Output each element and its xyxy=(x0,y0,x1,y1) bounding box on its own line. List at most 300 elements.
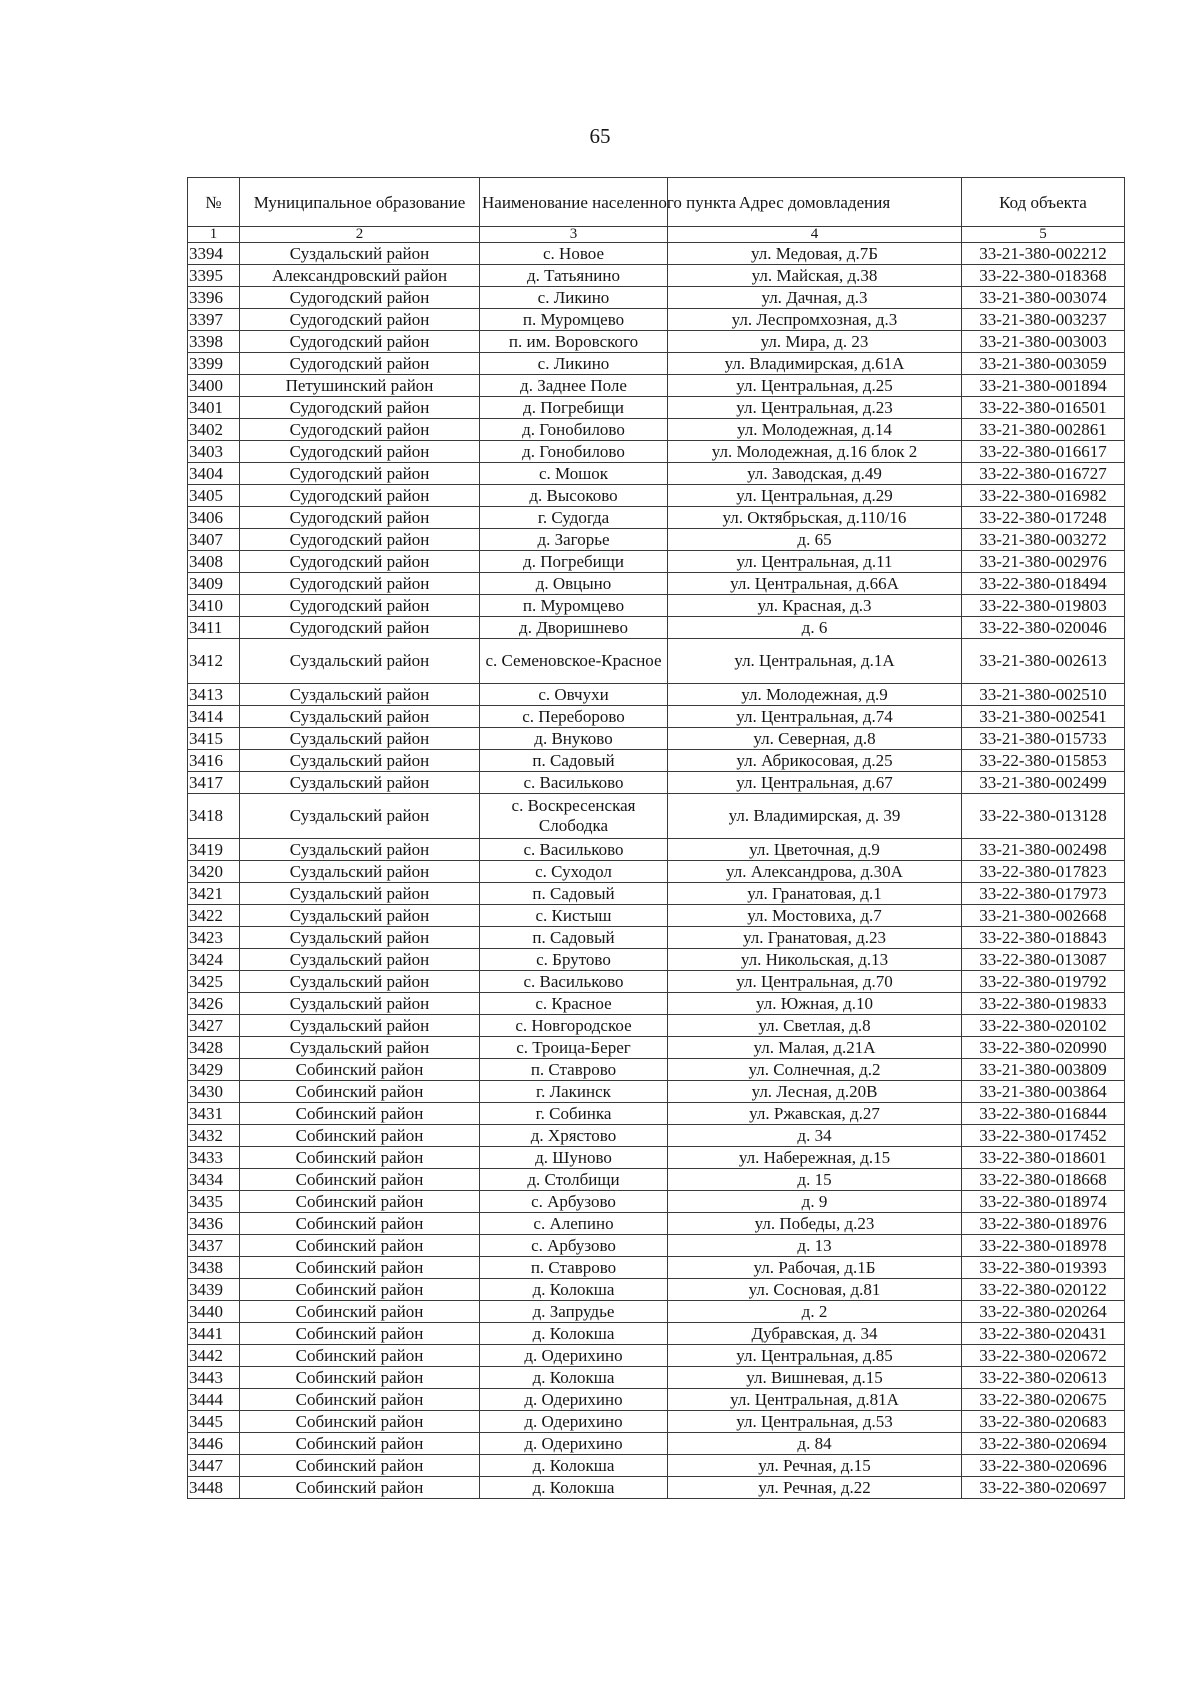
object-code-cell: 33-22-380-018494 xyxy=(962,573,1125,595)
settlement-cell: с. Троица-Берег xyxy=(480,1037,668,1059)
settlement-cell: с. Новое xyxy=(480,243,668,265)
address-cell: д. 84 xyxy=(668,1433,962,1455)
column-number-4: 4 xyxy=(668,227,962,243)
address-cell: ул. Никольская, д.13 xyxy=(668,949,962,971)
object-code-cell: 33-22-380-020675 xyxy=(962,1389,1125,1411)
settlement-cell: п. им. Воровского xyxy=(480,331,668,353)
object-code-cell: 33-22-380-020046 xyxy=(962,617,1125,639)
table-row xyxy=(188,772,1125,794)
address-cell: ул. Рабочая, д.1Б xyxy=(668,1257,962,1279)
object-code-cell: 33-21-380-003237 xyxy=(962,309,1125,331)
row-number-cell: 3435 xyxy=(188,1191,240,1213)
municipality-cell: Суздальский район xyxy=(240,971,480,993)
object-code-cell: 33-22-380-018976 xyxy=(962,1213,1125,1235)
row-number-cell: 3430 xyxy=(188,1081,240,1103)
municipality-cell: Суздальский район xyxy=(240,993,480,1015)
settlement-cell: с. Брутово xyxy=(480,949,668,971)
municipality-cell: Собинский район xyxy=(240,1059,480,1081)
address-cell: ул. Набережная, д.15 xyxy=(668,1147,962,1169)
settlement-cell: д. Колокша xyxy=(480,1323,668,1345)
row-number-cell: 3417 xyxy=(188,772,240,794)
municipality-cell: Суздальский район xyxy=(240,706,480,728)
table-row xyxy=(188,1037,1125,1059)
settlement-cell: с. Арбузово xyxy=(480,1235,668,1257)
settlement-cell: г. Судогда xyxy=(480,507,668,529)
object-code-cell: 33-22-380-020696 xyxy=(962,1455,1125,1477)
municipality-cell: Собинский район xyxy=(240,1411,480,1433)
address-cell: ул. Центральная, д.25 xyxy=(668,375,962,397)
column-header-address: Адрес домовладения xyxy=(668,178,962,227)
object-code-cell: 33-21-380-002212 xyxy=(962,243,1125,265)
address-cell: ул. Заводская, д.49 xyxy=(668,463,962,485)
address-cell: ул. Ржавская, д.27 xyxy=(668,1103,962,1125)
address-cell: ул. Северная, д.8 xyxy=(668,728,962,750)
municipality-cell: Судогодский район xyxy=(240,573,480,595)
row-number-cell: 3446 xyxy=(188,1433,240,1455)
address-cell: ул. Центральная, д.85 xyxy=(668,1345,962,1367)
header-titles-row xyxy=(188,178,1125,227)
column-number-5: 5 xyxy=(962,227,1125,243)
row-number-cell: 3427 xyxy=(188,1015,240,1037)
object-code-cell: 33-22-380-018978 xyxy=(962,1235,1125,1257)
municipality-cell: Судогодский район xyxy=(240,463,480,485)
table-row xyxy=(188,1213,1125,1235)
row-number-cell: 3398 xyxy=(188,331,240,353)
municipality-cell: Собинский район xyxy=(240,1081,480,1103)
address-cell: д. 13 xyxy=(668,1235,962,1257)
object-code-cell: 33-21-380-002498 xyxy=(962,839,1125,861)
settlement-cell: с. Красное xyxy=(480,993,668,1015)
table-row xyxy=(188,1433,1125,1455)
object-code-cell: 33-22-380-018601 xyxy=(962,1147,1125,1169)
row-number-cell: 3425 xyxy=(188,971,240,993)
address-cell: ул. Молодежная, д.14 xyxy=(668,419,962,441)
settlement-cell: д. Одерихино xyxy=(480,1411,668,1433)
table-row xyxy=(188,573,1125,595)
object-code-cell: 33-22-380-017248 xyxy=(962,507,1125,529)
municipality-cell: Суздальский район xyxy=(240,772,480,794)
row-number-cell: 3438 xyxy=(188,1257,240,1279)
column-header-number: № xyxy=(188,178,240,227)
municipality-cell: Собинский район xyxy=(240,1455,480,1477)
table-row xyxy=(188,728,1125,750)
object-code-cell: 33-22-380-015853 xyxy=(962,750,1125,772)
settlement-cell: д. Шуново xyxy=(480,1147,668,1169)
settlement-cell: д. Загорье xyxy=(480,529,668,551)
settlement-cell: д. Татьянино xyxy=(480,265,668,287)
address-cell: ул. Речная, д.15 xyxy=(668,1455,962,1477)
table-row xyxy=(188,1345,1125,1367)
settlement-cell: с. Мошок xyxy=(480,463,668,485)
row-number-cell: 3418 xyxy=(188,794,240,839)
address-cell: ул. Лесная, д.20В xyxy=(668,1081,962,1103)
header-numbers-row xyxy=(188,227,1125,243)
table-row xyxy=(188,551,1125,573)
row-number-cell: 3419 xyxy=(188,839,240,861)
settlement-cell: с. Новгородское xyxy=(480,1015,668,1037)
settlement-cell: с. Васильково xyxy=(480,971,668,993)
row-number-cell: 3416 xyxy=(188,750,240,772)
municipality-cell: Судогодский район xyxy=(240,441,480,463)
object-code-cell: 33-22-380-020613 xyxy=(962,1367,1125,1389)
object-code-cell: 33-22-380-020683 xyxy=(962,1411,1125,1433)
row-number-cell: 3411 xyxy=(188,617,240,639)
object-code-cell: 33-21-380-003272 xyxy=(962,529,1125,551)
address-cell: ул. Центральная, д.23 xyxy=(668,397,962,419)
settlement-cell: с. Ликино xyxy=(480,287,668,309)
row-number-cell: 3423 xyxy=(188,927,240,949)
table-row xyxy=(188,684,1125,706)
row-number-cell: 3409 xyxy=(188,573,240,595)
address-cell: ул. Красная, д.3 xyxy=(668,595,962,617)
row-number-cell: 3413 xyxy=(188,684,240,706)
address-cell: ул. Мира, д. 23 xyxy=(668,331,962,353)
row-number-cell: 3402 xyxy=(188,419,240,441)
address-cell: ул. Центральная, д.70 xyxy=(668,971,962,993)
row-number-cell: 3420 xyxy=(188,861,240,883)
column-number-2: 2 xyxy=(240,227,480,243)
column-header-settlement: Наименование населенного пункта xyxy=(480,178,668,227)
row-number-cell: 3428 xyxy=(188,1037,240,1059)
municipality-cell: Суздальский район xyxy=(240,905,480,927)
object-code-cell: 33-22-380-017973 xyxy=(962,883,1125,905)
municipality-cell: Собинский район xyxy=(240,1433,480,1455)
table-row xyxy=(188,1081,1125,1103)
table-row xyxy=(188,419,1125,441)
table-row xyxy=(188,243,1125,265)
address-cell: ул. Малая, д.21А xyxy=(668,1037,962,1059)
settlement-cell: д. Колокша xyxy=(480,1477,668,1499)
municipality-cell: Суздальский район xyxy=(240,794,480,839)
object-code-cell: 33-22-380-017452 xyxy=(962,1125,1125,1147)
row-number-cell: 3400 xyxy=(188,375,240,397)
municipality-cell: Суздальский район xyxy=(240,243,480,265)
municipality-cell: Собинский район xyxy=(240,1257,480,1279)
settlement-cell: д. Хрястово xyxy=(480,1125,668,1147)
table-row xyxy=(188,287,1125,309)
settlement-cell: с. Васильково xyxy=(480,772,668,794)
row-number-cell: 3433 xyxy=(188,1147,240,1169)
address-cell: ул. Центральная, д.53 xyxy=(668,1411,962,1433)
settlement-cell: д. Высоково xyxy=(480,485,668,507)
table-row xyxy=(188,1367,1125,1389)
settlement-cell: д. Колокша xyxy=(480,1279,668,1301)
settlement-cell: п. Ставрово xyxy=(480,1059,668,1081)
table-row xyxy=(188,971,1125,993)
object-code-cell: 33-21-380-002510 xyxy=(962,684,1125,706)
table-row xyxy=(188,1125,1125,1147)
row-number-cell: 3396 xyxy=(188,287,240,309)
settlement-cell: д. Столбищи xyxy=(480,1169,668,1191)
table-row xyxy=(188,706,1125,728)
table-row xyxy=(188,507,1125,529)
page-number: 65 xyxy=(589,124,611,148)
address-cell: ул. Центральная, д.81А xyxy=(668,1389,962,1411)
municipality-cell: Собинский район xyxy=(240,1235,480,1257)
table-body xyxy=(188,243,1125,1499)
table-row xyxy=(188,750,1125,772)
row-number-cell: 3412 xyxy=(188,639,240,684)
table-row xyxy=(188,794,1125,839)
address-cell: ул. Майская, д.38 xyxy=(668,265,962,287)
municipality-cell: Собинский район xyxy=(240,1367,480,1389)
object-code-cell: 33-21-380-002976 xyxy=(962,551,1125,573)
address-cell: ул. Южная, д.10 xyxy=(668,993,962,1015)
municipality-cell: Судогодский район xyxy=(240,331,480,353)
table-row xyxy=(188,595,1125,617)
municipality-cell: Собинский район xyxy=(240,1345,480,1367)
address-cell: ул. Центральная, д.29 xyxy=(668,485,962,507)
row-number-cell: 3434 xyxy=(188,1169,240,1191)
object-code-cell: 33-22-380-018843 xyxy=(962,927,1125,949)
row-number-cell: 3444 xyxy=(188,1389,240,1411)
municipality-cell: Собинский район xyxy=(240,1147,480,1169)
settlement-cell: д. Погребищи xyxy=(480,551,668,573)
municipality-cell: Суздальский район xyxy=(240,1037,480,1059)
municipality-cell: Судогодский район xyxy=(240,397,480,419)
table-row xyxy=(188,1235,1125,1257)
address-cell: д. 15 xyxy=(668,1169,962,1191)
address-cell: ул. Владимирская, д.61А xyxy=(668,353,962,375)
municipality-cell: Судогодский район xyxy=(240,485,480,507)
table-row xyxy=(188,485,1125,507)
row-number-cell: 3429 xyxy=(188,1059,240,1081)
object-code-cell: 33-21-380-001894 xyxy=(962,375,1125,397)
table-row xyxy=(188,463,1125,485)
address-cell: ул. Медовая, д.7Б xyxy=(668,243,962,265)
table-row xyxy=(188,1411,1125,1433)
row-number-cell: 3440 xyxy=(188,1301,240,1323)
municipality-cell: Судогодский район xyxy=(240,617,480,639)
object-code-cell: 33-21-380-015733 xyxy=(962,728,1125,750)
address-cell: ул. Центральная, д.66А xyxy=(668,573,962,595)
address-cell: ул. Центральная, д.74 xyxy=(668,706,962,728)
row-number-cell: 3395 xyxy=(188,265,240,287)
settlement-cell: п. Муромцево xyxy=(480,595,668,617)
row-number-cell: 3406 xyxy=(188,507,240,529)
column-header-object-code: Код объекта xyxy=(962,178,1125,227)
table-row xyxy=(188,905,1125,927)
address-cell: ул. Абрикосовая, д.25 xyxy=(668,750,962,772)
row-number-cell: 3421 xyxy=(188,883,240,905)
object-code-cell: 33-22-380-020122 xyxy=(962,1279,1125,1301)
settlement-cell: д. Запрудье xyxy=(480,1301,668,1323)
table-row xyxy=(188,1477,1125,1499)
row-number-cell: 3415 xyxy=(188,728,240,750)
municipality-cell: Александровский район xyxy=(240,265,480,287)
object-code-cell: 33-22-380-016982 xyxy=(962,485,1125,507)
address-cell: ул. Мостовиха, д.7 xyxy=(668,905,962,927)
municipality-cell: Собинский район xyxy=(240,1389,480,1411)
table-row xyxy=(188,861,1125,883)
row-number-cell: 3405 xyxy=(188,485,240,507)
table-header xyxy=(188,178,1125,243)
object-code-cell: 33-22-380-016501 xyxy=(962,397,1125,419)
row-number-cell: 3432 xyxy=(188,1125,240,1147)
settlement-cell: с. Кистыш xyxy=(480,905,668,927)
settlement-cell: с. Суходол xyxy=(480,861,668,883)
municipality-cell: Суздальский район xyxy=(240,839,480,861)
municipality-cell: Суздальский район xyxy=(240,1015,480,1037)
object-code-cell: 33-22-380-013128 xyxy=(962,794,1125,839)
row-number-cell: 3431 xyxy=(188,1103,240,1125)
municipality-cell: Судогодский район xyxy=(240,309,480,331)
object-code-cell: 33-22-380-020264 xyxy=(962,1301,1125,1323)
row-number-cell: 3399 xyxy=(188,353,240,375)
object-code-cell: 33-22-380-018368 xyxy=(962,265,1125,287)
address-cell: ул. Центральная, д.1А xyxy=(668,639,962,684)
table-row xyxy=(188,331,1125,353)
object-code-cell: 33-21-380-003809 xyxy=(962,1059,1125,1081)
row-number-cell: 3441 xyxy=(188,1323,240,1345)
municipality-cell: Суздальский район xyxy=(240,949,480,971)
table-row xyxy=(188,949,1125,971)
municipality-cell: Собинский район xyxy=(240,1323,480,1345)
settlement-cell: г. Собинка xyxy=(480,1103,668,1125)
address-cell: ул. Гранатовая, д.23 xyxy=(668,927,962,949)
address-cell: д. 65 xyxy=(668,529,962,551)
settlement-cell: п. Садовый xyxy=(480,883,668,905)
object-code-cell: 33-22-380-020697 xyxy=(962,1477,1125,1499)
municipality-cell: Суздальский район xyxy=(240,883,480,905)
registry-table xyxy=(187,177,1125,1499)
municipality-cell: Суздальский район xyxy=(240,861,480,883)
row-number-cell: 3394 xyxy=(188,243,240,265)
table-row xyxy=(188,1147,1125,1169)
table-row xyxy=(188,993,1125,1015)
municipality-cell: Судогодский район xyxy=(240,353,480,375)
municipality-cell: Суздальский район xyxy=(240,728,480,750)
object-code-cell: 33-22-380-020431 xyxy=(962,1323,1125,1345)
settlement-cell: д. Колокша xyxy=(480,1367,668,1389)
settlement-cell: с. Переборово xyxy=(480,706,668,728)
object-code-cell: 33-22-380-018974 xyxy=(962,1191,1125,1213)
municipality-cell: Судогодский район xyxy=(240,529,480,551)
object-code-cell: 33-22-380-020990 xyxy=(962,1037,1125,1059)
table-row xyxy=(188,375,1125,397)
municipality-cell: Собинский район xyxy=(240,1169,480,1191)
address-cell: ул. Сосновая, д.81 xyxy=(668,1279,962,1301)
address-cell: ул. Октябрьская, д.110/16 xyxy=(668,507,962,529)
object-code-cell: 33-22-380-016844 xyxy=(962,1103,1125,1125)
settlement-cell: с. Семеновское-Красное xyxy=(480,639,668,684)
settlement-cell: д. Одерихино xyxy=(480,1433,668,1455)
table-row xyxy=(188,1301,1125,1323)
settlement-cell: д. Одерихино xyxy=(480,1345,668,1367)
municipality-cell: Суздальский район xyxy=(240,639,480,684)
address-cell: ул. Центральная, д.67 xyxy=(668,772,962,794)
settlement-cell: с. Ликино xyxy=(480,353,668,375)
settlement-cell: п. Садовый xyxy=(480,750,668,772)
object-code-cell: 33-22-380-017823 xyxy=(962,861,1125,883)
table-row xyxy=(188,639,1125,684)
settlement-cell: д. Погребищи xyxy=(480,397,668,419)
object-code-cell: 33-21-380-002861 xyxy=(962,419,1125,441)
row-number-cell: 3397 xyxy=(188,309,240,331)
object-code-cell: 33-21-380-003003 xyxy=(962,331,1125,353)
address-cell: ул. Молодежная, д.9 xyxy=(668,684,962,706)
row-number-cell: 3447 xyxy=(188,1455,240,1477)
settlement-cell: д. Одерихино xyxy=(480,1389,668,1411)
table-row xyxy=(188,927,1125,949)
table-row xyxy=(188,839,1125,861)
address-cell: ул. Цветочная, д.9 xyxy=(668,839,962,861)
row-number-cell: 3404 xyxy=(188,463,240,485)
settlement-cell: г. Лакинск xyxy=(480,1081,668,1103)
column-header-municipality: Муниципальное образование xyxy=(240,178,480,227)
object-code-cell: 33-21-380-002613 xyxy=(962,639,1125,684)
settlement-cell: д. Внуково xyxy=(480,728,668,750)
row-number-cell: 3414 xyxy=(188,706,240,728)
object-code-cell: 33-21-380-002541 xyxy=(962,706,1125,728)
settlement-cell: с. Воскресенская Слободка xyxy=(480,794,668,839)
municipality-cell: Собинский район xyxy=(240,1191,480,1213)
table-row xyxy=(188,1015,1125,1037)
address-cell: ул. Дачная, д.3 xyxy=(668,287,962,309)
row-number-cell: 3401 xyxy=(188,397,240,419)
settlement-cell: д. Заднее Поле xyxy=(480,375,668,397)
row-number-cell: 3445 xyxy=(188,1411,240,1433)
municipality-cell: Судогодский район xyxy=(240,551,480,573)
address-cell: Дубравская, д. 34 xyxy=(668,1323,962,1345)
row-number-cell: 3448 xyxy=(188,1477,240,1499)
row-number-cell: 3407 xyxy=(188,529,240,551)
column-number-3: 3 xyxy=(480,227,668,243)
row-number-cell: 3422 xyxy=(188,905,240,927)
object-code-cell: 33-22-380-019393 xyxy=(962,1257,1125,1279)
row-number-cell: 3443 xyxy=(188,1367,240,1389)
settlement-cell: п. Муромцево xyxy=(480,309,668,331)
settlement-cell: с. Васильково xyxy=(480,839,668,861)
column-number-1: 1 xyxy=(188,227,240,243)
municipality-cell: Собинский район xyxy=(240,1279,480,1301)
object-code-cell: 33-22-380-020694 xyxy=(962,1433,1125,1455)
table-row xyxy=(188,883,1125,905)
address-cell: д. 6 xyxy=(668,617,962,639)
table-row xyxy=(188,1103,1125,1125)
settlement-cell: д. Гонобилово xyxy=(480,441,668,463)
settlement-cell: с. Алепино xyxy=(480,1213,668,1235)
address-cell: ул. Молодежная, д.16 блок 2 xyxy=(668,441,962,463)
row-number-cell: 3436 xyxy=(188,1213,240,1235)
object-code-cell: 33-22-380-016727 xyxy=(962,463,1125,485)
settlement-cell: д. Колокша xyxy=(480,1455,668,1477)
address-cell: д. 9 xyxy=(668,1191,962,1213)
settlement-cell: с. Овчухи xyxy=(480,684,668,706)
object-code-cell: 33-22-380-016617 xyxy=(962,441,1125,463)
municipality-cell: Собинский район xyxy=(240,1103,480,1125)
table-row xyxy=(188,1169,1125,1191)
row-number-cell: 3408 xyxy=(188,551,240,573)
table-row xyxy=(188,1455,1125,1477)
settlement-cell: д. Дворишнево xyxy=(480,617,668,639)
object-code-cell: 33-22-380-019833 xyxy=(962,993,1125,1015)
municipality-cell: Собинский район xyxy=(240,1301,480,1323)
table-row xyxy=(188,353,1125,375)
address-cell: ул. Светлая, д.8 xyxy=(668,1015,962,1037)
object-code-cell: 33-21-380-003864 xyxy=(962,1081,1125,1103)
table-row xyxy=(188,1389,1125,1411)
municipality-cell: Судогодский район xyxy=(240,419,480,441)
row-number-cell: 3426 xyxy=(188,993,240,1015)
object-code-cell: 33-22-380-019803 xyxy=(962,595,1125,617)
object-code-cell: 33-22-380-020672 xyxy=(962,1345,1125,1367)
address-cell: д. 2 xyxy=(668,1301,962,1323)
settlement-cell: д. Овцыно xyxy=(480,573,668,595)
address-cell: д. 34 xyxy=(668,1125,962,1147)
object-code-cell: 33-22-380-019792 xyxy=(962,971,1125,993)
settlement-cell: п. Садовый xyxy=(480,927,668,949)
